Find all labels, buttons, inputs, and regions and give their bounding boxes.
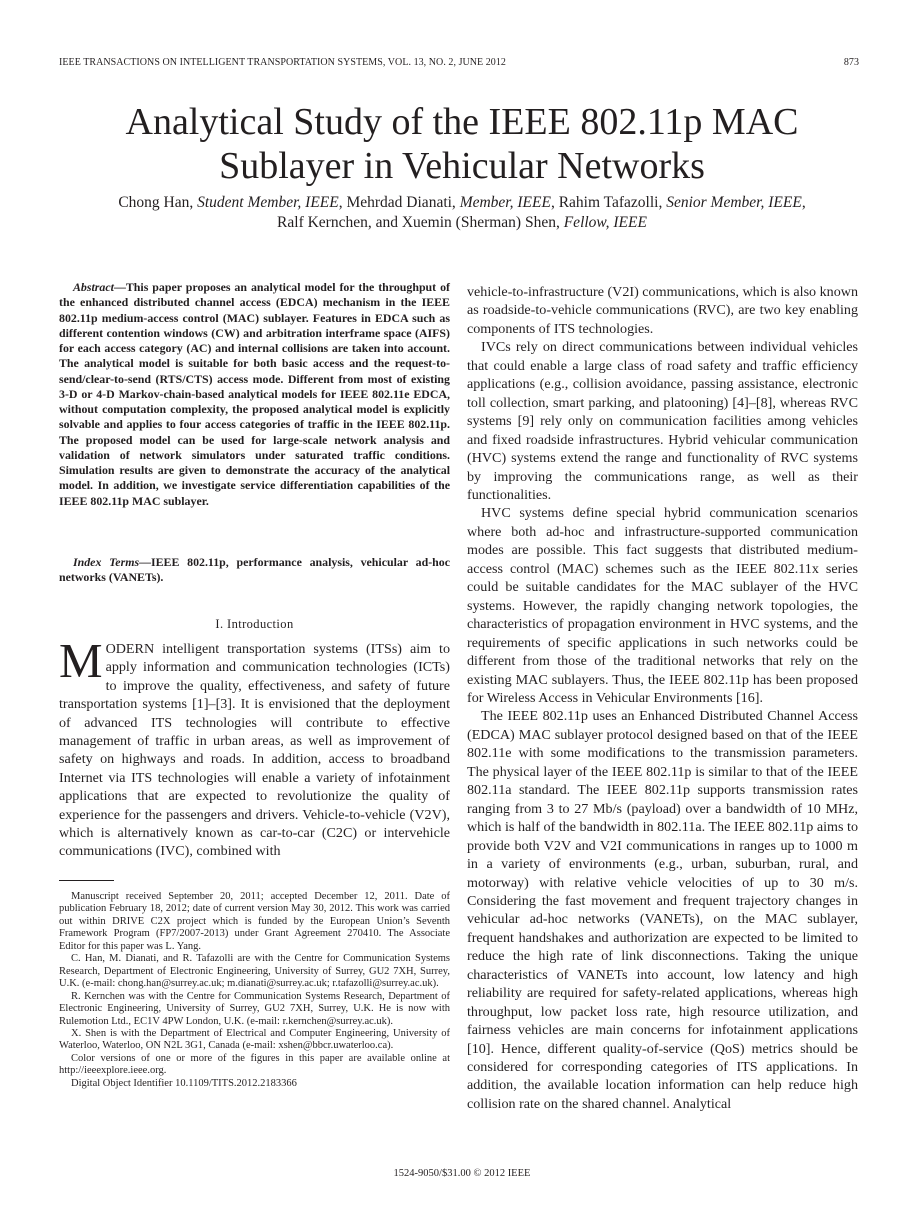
author-1-role: Student Member, IEEE — [197, 194, 339, 211]
author-3-role: Senior Member, IEEE — [666, 194, 802, 211]
body-paragraph-2: IVCs rely on direct communications between individual vehicles that could enable a large class of road safety and traffic efficiency applications (e.g., collision avoidance, passing assistance, electronic toll collection, smart parking, and platooning) [4]–[8], whereas RVC systems [9] rely only on communication facilities among vehicles and fixed roadside infrastructures. Hybrid vehicular communication (HVC) systems extend the range and functionality of RVC systems by improving the communications range, as well as their functionalities. — [467, 339, 858, 503]
index-terms-text: —IEEE 802.11p, performance analysis, vehicular ad-hoc networks (VANETs). — [59, 555, 450, 585]
title-line-1: Analytical Study of the IEEE 802.11p MAC — [125, 101, 799, 143]
body-paragraph-1: vehicle-to-infrastructure (V2I) communications, which is also known as roadside-to-vehicle communications (RVC), are two key enabling components of ITS technologies. — [467, 284, 858, 337]
introduction-text: ODERN intelligent transportation systems (ITSs) aim to apply information and communication technologies (ICTs) to improve the quality, effectiveness, and safety of future transportation systems [1]–[3]. It is envisioned that the deployment of advanced ITS technologies will contribute to effective management of traffic in urban areas, as well as improvement of safety on highways and roads. In addition, access to broadband Internet via ITS technologies will enable a variety of infotainment applications that are expected to revolutionize the quality of experience for the passengers and drivers. Vehicle-to-vehicle (V2V), which is alternatively known as car-to-car (C2C) or intervehicle communications (IVC), combined with — [59, 641, 450, 860]
footnote-divider — [59, 880, 114, 881]
author-line-1 — [40, 193, 884, 213]
body-paragraph-4: The IEEE 802.11p uses an Enhanced Distributed Channel Access (EDCA) MAC sublayer protocol designed based on that of the IEEE 802.11e with some modifications to the transmission parameters. The physical layer of the IEEE 802.11p is similar to that of the IEEE 802.11a standard. The IEEE 802.11p supports transmission rates ranging from 3 to 27 Mb/s (payload) over a bandwidth of 10 MHz, which is half of the bandwidth in 802.11a. The IEEE 802.11p aims to provide both V2V and V2I communications in ranges up to 1000 m in a variety of environments (e.g., urban, suburban, rural, and motorway) with relative vehicle velocities of up to 30 m/s. Considering the fast movement and frequent trajectory changes in vehicular ad-hoc networks (VANETs), on the MAC sublayer, frequent handshakes and authorization are expected to be limited to reduce the high rate of link disconnections. Taking the unique characteristics of VANETs into account, low latency and high reliability are required for safety-related applications, whereas high throughput, low packet loss rate, high resource utilization, and fairness vehicles are main concerns for infotainment applications [10]. Hence, different quality-of-service (QoS) metrics should be considered for corresponding categories of ITS applications. In addition, the available location information can help reduce high collision rate on the shared channel. Analytical — [467, 708, 858, 1112]
author-separator: , — [801, 194, 806, 211]
author-4-5-names: Ralf Kernchen, and Xuemin (Sherman) Shen, — [277, 214, 564, 231]
introduction-paragraph — [59, 633, 450, 861]
footnote-affiliation-2: R. Kernchen was with the Centre for Communication Systems Research, Department of Electronic Engineering, University of Surrey, GU2 7XH, Surrey, U.K. He is now with Rulemotion Ltd., EC1V 4PW London, U.K. (e-mail: r.kernchen@surrey.ac.uk). — [59, 990, 450, 1027]
index-terms-label: Index Terms — [73, 555, 140, 569]
author-1-name: Chong Han, — [118, 194, 198, 211]
copyright-footer — [0, 1168, 924, 1179]
copyright-text: 1524-9050/$31.00 © 2012 IEEE — [393, 1168, 531, 1179]
right-column-body — [467, 283, 858, 1113]
author-2-name: , Mehrdad Dianati, — [338, 194, 460, 211]
abstract-text: —This paper proposes an analytical model for the throughput of the enhanced distributed channel access (EDCA) mechanism in the IEEE 802.11p medium-access control (MAC) sublayer. Features in EDCA such as different contention windows (CW) and arbitration interframe space (AIFS) for each access category (AC) and internal collisions are taken into account. The analytical model is suitable for both basic access and the request-to-send/clear-to-send (RTS/CTS) access mode. Different from most of existing 3-D or 4-D Markov-chain-based analytical models for IEEE 802.11e EDCA, without computation complexity, the proposed analytical model is explicitly solvable and applies to four access categories of traffic in the IEEE 802.11p. The proposed model can be used for large-scale network analysis and validation of network simulators under saturated traffic conditions. Simulation results are given to demonstrate the accuracy of the analytical model. In addition, we investigate service differentiation capabilities of the IEEE 802.11p MAC sublayer. — [59, 280, 450, 508]
author-list — [40, 193, 884, 233]
author-3-name: , Rahim Tafazolli, — [550, 194, 667, 211]
page-number: 873 — [843, 57, 859, 68]
paper-title — [0, 100, 924, 188]
author-2-role: Member, IEEE — [459, 194, 551, 211]
footnote-affiliation-3: X. Shen is with the Department of Electrical and Computer Engineering, University of Waterloo, Waterloo, ON N2L 3G1, Canada (e-mail: xshen@bbcr.uwaterloo.ca). — [59, 1027, 450, 1052]
drop-cap: M — [59, 633, 103, 688]
footnote-manuscript: Manuscript received September 20, 2011; accepted December 12, 2011. Date of publication February 18, 2012; date of current version May 30, 2012. This work was carried out within DRIVE C2X project which is funded by the European Union’s Seventh Framework Program (FP7/2007-2013) under Grant Agreement 270410. The Associate Editor for this paper was L. Yang. — [59, 891, 450, 952]
footnotes — [59, 891, 450, 1090]
footnote-doi: Digital Object Identifier 10.1109/TITS.2012.2183366 — [71, 1077, 297, 1089]
body-paragraph-3: HVC systems define special hybrid communication scenarios where both ad-hoc and infrastructure-supported communication modes are possible. This fact suggests that distributed medium-access control (MAC) schemes such as the IEEE 802.11x series could be suitable candidates for the MAC sublayer of the HVC systems. However, the rapidly changing network topologies, the characteristics of propagation environment in HVC systems, and the requirements of specific applications in such networks could be different from those of the traditional networks that rely on the existing MAC sublayers. Thus, the IEEE 802.11p has been proposed for Wireless Access in Vehicular Environments [16]. — [467, 505, 858, 706]
author-5-role: Fellow, IEEE — [563, 214, 647, 231]
title-line-2: Sublayer in Vehicular Networks — [219, 145, 705, 187]
abstract — [59, 280, 450, 509]
section-heading-text: I. Introduction — [215, 617, 294, 631]
journal-name: IEEE TRANSACTIONS ON INTELLIGENT TRANSPORTATION SYSTEMS, VOL. 13, NO. 2, JUNE 2012 — [59, 57, 506, 68]
running-header — [59, 57, 859, 68]
author-line-2 — [40, 213, 884, 233]
footnote-color-versions: Color versions of one or more of the figures in this paper are available online at http://ieeexplore.ieee.org. — [59, 1052, 450, 1077]
section-heading-introduction — [59, 617, 450, 632]
abstract-label: Abstract — [73, 280, 114, 294]
footnote-affiliation-1: C. Han, M. Dianati, and R. Tafazolli are with the Centre for Communication Systems Research, Department of Electronic Engineering, University of Surrey, GU2 7XH, Surrey, U.K. (e-mail: chong.han@surrey.ac.uk; m.dianati@surrey.ac.uk; r.tafazolli@surrey.ac.uk). — [59, 953, 450, 990]
index-terms — [59, 555, 450, 586]
